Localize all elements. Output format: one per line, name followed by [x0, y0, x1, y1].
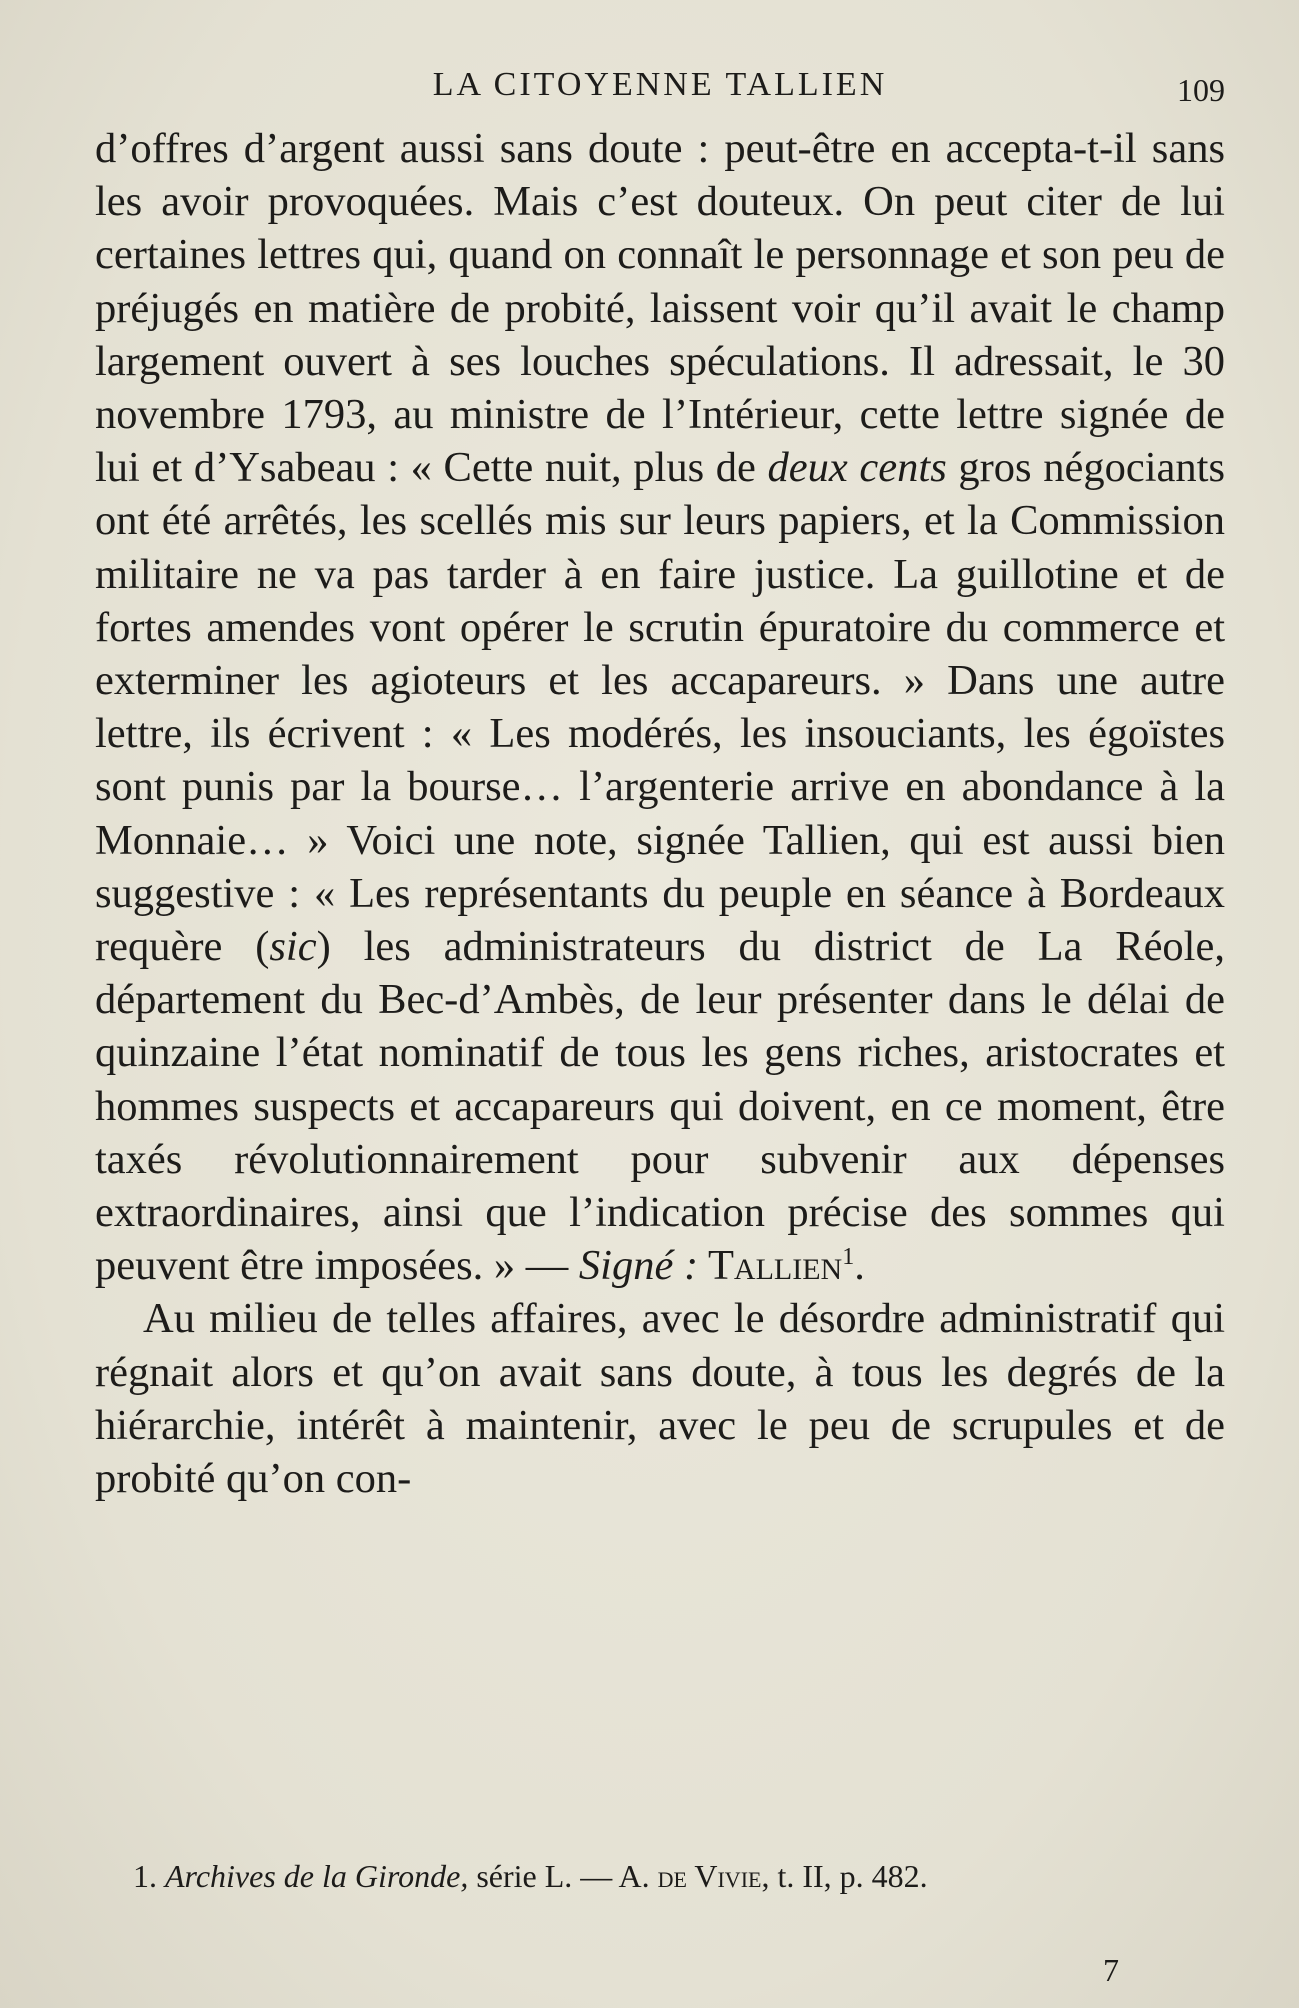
paragraph-1-text-a: d’offres d’argent aussi sans doute : peut-être en accepta-t-il sans les avoir provoquées. Mais c’est douteux. On peut citer de lui certaines lettres qui, quand on connaît le personnage et son peu de préjugés en matière de probité, laissent voir qu’il avait le champ largement ouvert à ses louches spéculations. Il adressait, le 30 novembre 1793, au ministre de l’Intérieur, cette lettre signée de lui et d’Ysabeau : « Cette nuit, plus de: [95, 125, 1225, 492]
running-title: LA CITOYENNE TALLIEN: [432, 66, 888, 103]
footnote-source-title: Archives de la Gironde,: [165, 1858, 469, 1894]
running-head: [95, 62, 1225, 112]
paragraph-2: Au milieu de telles affaires, avec le désordre administratif qui régnait alors et qu’on avait sans doute, à tous les degrés de la hiérarchie, intérêt à maintenir, avec le peu de scrupules et de probité qu’on con-: [95, 1295, 1225, 1503]
footnote-number: 1.: [133, 1858, 157, 1894]
page-number: 109: [1177, 72, 1225, 108]
italic-sic: sic: [269, 923, 317, 971]
footnote-reference: 1: [842, 1244, 855, 1271]
footnote: [95, 1856, 1225, 1896]
body-text: [95, 122, 1225, 1505]
paragraph-1-end: .: [854, 1242, 865, 1290]
paragraph-1: [95, 122, 1225, 1292]
signatory-name: Tallien: [698, 1242, 843, 1290]
italic-phrase: deux cents: [767, 444, 947, 492]
footnote-author: de Vivie: [657, 1858, 762, 1894]
paragraph-1-text-c: ) les administrateurs du district de La Réole, département du Bec-d’Ambès, de leur présenter dans le délai de quinzaine l’état nominatif de tous les gens riches, aristocrates et hommes suspects et accapareurs qui doivent, en ce moment, être taxés révolutionnairement pour subvenir aux dépenses extraordinaires, ainsi que l’indication précise des sommes qui peuvent être imposées. » —: [95, 923, 1225, 1290]
paragraph-1-text-b: gros négociants ont été arrêtés, les scellés mis sur leurs papiers, et la Commission militaire ne va pas tarder à en faire justice. La guillotine et de fortes amendes vont opérer le scrutin épuratoire du commerce et exterminer les agioteurs et les accapareurs. » Dans une autre lettre, ils écrivent : « Les modérés, les insouciants, les égoïstes sont punis par la bourse… l’argenterie arrive en abondance à la Monnaie… » Voici une note, signée Tallien, qui est aussi bien suggestive : « Les représentants du peuple en séance à Bordeaux requère (: [95, 444, 1225, 971]
footnote-text-a: série L. — A.: [468, 1858, 658, 1894]
signature-mark: 7: [1103, 1952, 1119, 1988]
italic-signe: Signé :: [578, 1242, 699, 1290]
footnote-text-b: , t. II, p. 482.: [761, 1858, 928, 1894]
